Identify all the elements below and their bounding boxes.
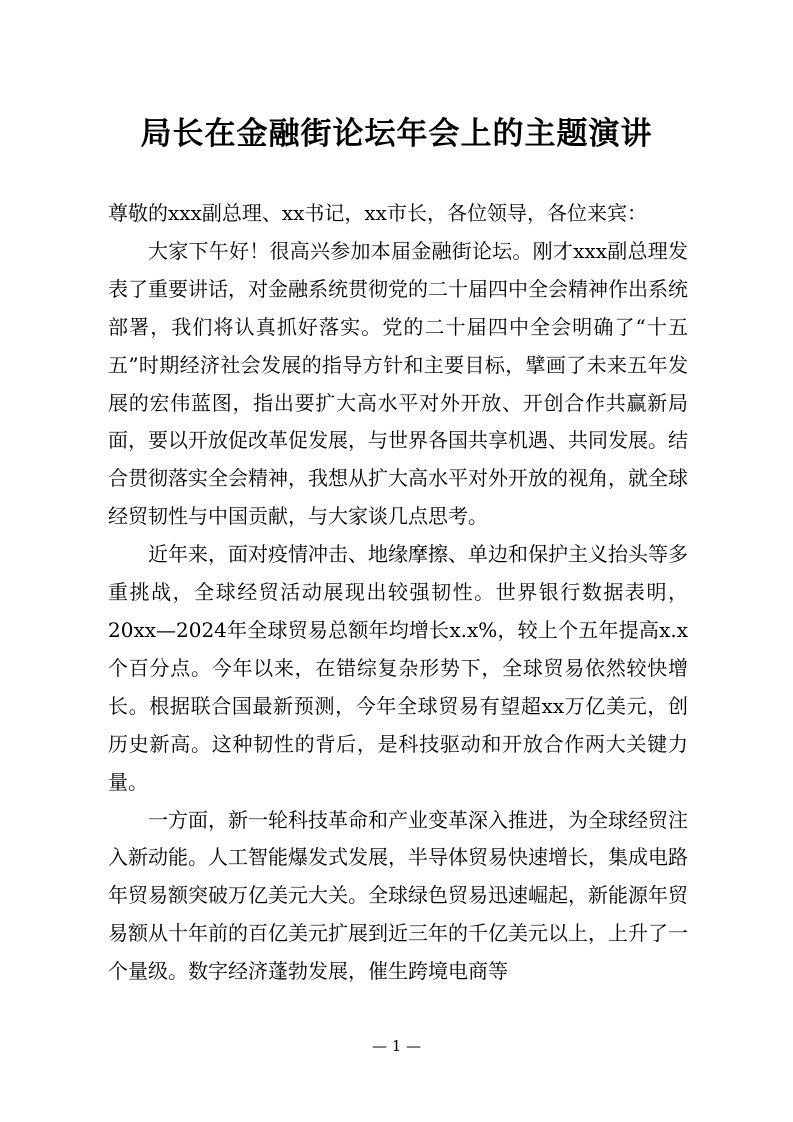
paragraph-opening: 大家下午好！很高兴参加本届金融街论坛。刚才xxx副总理发表了重要讲话，对金融系统贯彻党的二十届四中全会精神作出系统部署，我们将认真抓好落实。党的二十届四中全会明确了“十五五”时期经济社会发展的指导方针和主要目标，擘画了未来五年发展的宏伟蓝图，指出要扩大高水平对外开放、开创合作共赢新局面，要以开放促改革促发展，与世界各国共享机遇、共同发展。结合贯彻落实全会精神，我想从扩大高水平对外开放的视角，就全球经贸韧性与中国贡献，与大家谈几点思考。 <box>108 238 688 529</box>
paragraph-tech-driver: 一方面，新一轮科技革命和产业变革深入推进，为全球经贸注入新动能。人工智能爆发式发展，半导体贸易快速增长，集成电路年贸易额突破万亿美元大关。全球绿色贸易迅速崛起，新能源年贸易额从十年前的百亿美元扩展到近三年的千亿美元以上，上升了一个量级。数字经济蓬勃发展，催生跨境电商等 <box>108 807 688 984</box>
paragraph-trade-resilience: 近年来，面对疫情冲击、地缘摩擦、单边和保护主义抬头等多重挑战，全球经贸活动展现出较强韧性。世界银行数据表明，20xx—2024年全球贸易总额年均增长x.x%，较上个五年提高x.x个百分点。今年以来，在错综复杂形势下，全球贸易依然较快增长。根据联合国最新预测，今年全球贸易有望超xx万亿美元，创历史新高。这种韧性的背后，是科技驱动和开放合作两大关键力量。 <box>108 542 688 794</box>
document-title: 局长在金融街论坛年会上的主题演讲 <box>140 116 653 152</box>
page-number: — 1 — <box>371 1037 422 1055</box>
document-body <box>108 195 688 991</box>
salutation-line: 尊敬的xxx副总理、xx书记，xx市长，各位领导，各位来宾： <box>108 201 647 225</box>
